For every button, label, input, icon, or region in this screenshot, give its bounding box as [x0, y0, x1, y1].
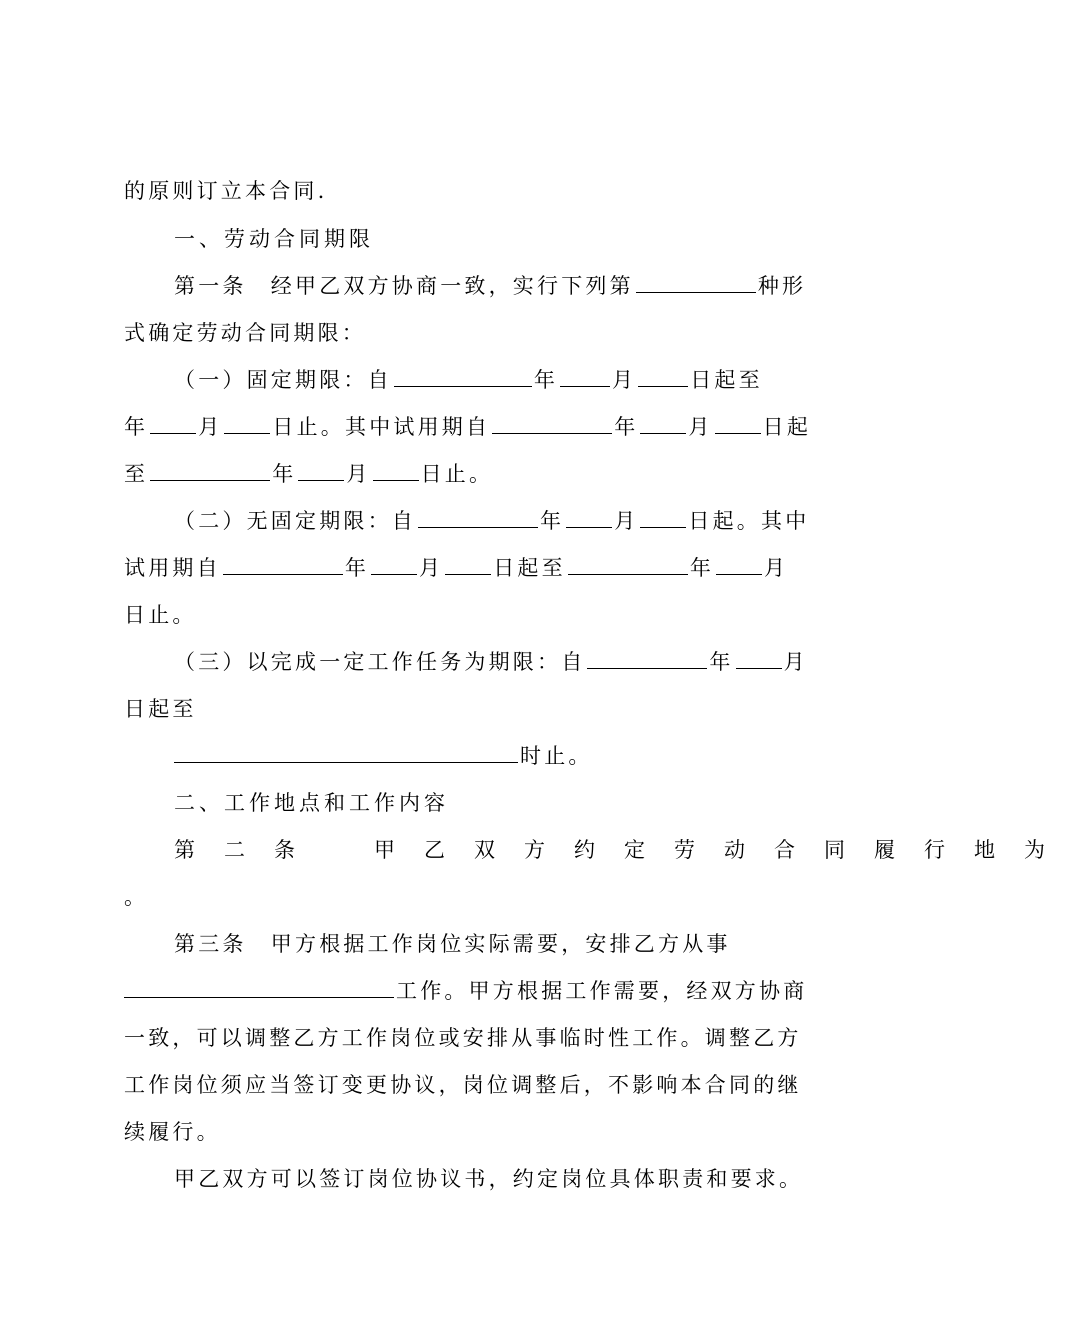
fill-blank[interactable]: [150, 460, 270, 481]
fill-blank[interactable]: [640, 413, 686, 434]
fill-blank[interactable]: [716, 554, 762, 575]
fill-blank[interactable]: [568, 554, 688, 575]
fill-blank[interactable]: [418, 507, 538, 528]
text: 至: [124, 462, 149, 486]
text: （一）固定期限：自: [174, 368, 392, 392]
text: 日止。其中试用期自: [272, 415, 491, 439]
text: 日起。其中: [688, 509, 810, 533]
open-term-line-1: [174, 506, 809, 536]
article-3-line-4: [124, 1070, 802, 1100]
fill-blank[interactable]: [224, 413, 270, 434]
fill-blank[interactable]: [638, 366, 688, 387]
fill-blank[interactable]: [445, 554, 491, 575]
text: 日止。: [420, 462, 494, 486]
fill-blank[interactable]: [736, 648, 782, 669]
text: （二）无固定期限：自: [174, 509, 416, 533]
fixed-term-line-1: [174, 365, 763, 395]
text: 日止。: [124, 603, 197, 627]
paragraph-text: 的原则订立本合同.: [124, 179, 328, 203]
text: 月: [783, 650, 808, 674]
task-term-line-1: [174, 647, 808, 677]
text: 年: [540, 509, 565, 533]
fill-blank[interactable]: [492, 413, 612, 434]
text: 工作。甲方根据工作需要，经双方协商: [396, 979, 808, 1003]
fixed-term-line-2: [124, 412, 811, 442]
text: 第一条 经甲乙双方协商一致，实行下列第: [174, 274, 634, 298]
text: 日起至: [124, 697, 197, 721]
text: 年: [689, 556, 715, 580]
article-1-line-2: [124, 318, 366, 348]
text: 年: [614, 415, 639, 439]
task-term-line-2: [124, 694, 197, 724]
fill-blank[interactable]: [566, 507, 612, 528]
fill-blank[interactable]: [636, 272, 756, 293]
fill-blank[interactable]: [174, 742, 518, 763]
fill-blank[interactable]: [371, 554, 417, 575]
fill-blank[interactable]: [124, 977, 394, 998]
article-1-line-1: [174, 271, 806, 301]
text: 月: [198, 415, 223, 439]
fill-blank[interactable]: [150, 413, 196, 434]
fixed-term-line-3: [124, 459, 493, 489]
text: 时止。: [520, 744, 593, 768]
text: 日起: [762, 415, 812, 439]
fill-blank[interactable]: [394, 366, 532, 387]
text-line: [124, 176, 327, 206]
heading-text: 一、劳动合同期限: [174, 227, 374, 251]
article-2-line-1: [174, 835, 1074, 865]
text: 甲乙双方可以签订岗位协议书，约定岗位具体职责和要求。: [174, 1167, 804, 1191]
text: （三）以完成一定工作任务为期限：自: [174, 650, 586, 674]
text: 年: [124, 415, 149, 439]
article-3-line-6: [174, 1164, 803, 1194]
text: 月: [612, 368, 637, 392]
text: 月: [764, 556, 789, 580]
article-3-line-2: [124, 976, 807, 1006]
text: 种形: [757, 274, 807, 298]
text: 续履行。: [124, 1120, 221, 1144]
text: 日起至: [493, 556, 566, 580]
text: 日起至: [690, 368, 763, 392]
text: 年: [533, 368, 559, 392]
heading-text: 二、工作地点和工作内容: [174, 791, 449, 815]
open-term-line-2: [124, 553, 788, 583]
text: 月: [419, 556, 444, 580]
article-2-line-2: [124, 882, 148, 912]
fill-blank[interactable]: [640, 507, 686, 528]
text: 第二条 甲乙双方约定劳动合同履行地为: [174, 838, 1074, 862]
text: 一致，可以调整乙方工作岗位或安排从事临时性工作。调整乙方: [124, 1026, 802, 1050]
task-term-line-3: [174, 741, 593, 771]
section-heading: [174, 788, 449, 818]
fill-blank[interactable]: [715, 413, 761, 434]
text: 月: [346, 462, 371, 486]
text: 月: [614, 509, 639, 533]
article-3-line-1: [174, 929, 731, 959]
text: 月: [688, 415, 713, 439]
text: 。: [124, 885, 149, 909]
text: 工作岗位须应当签订变更协议，岗位调整后，不影响本合同的继: [124, 1073, 802, 1097]
text: 第三条 甲方根据工作岗位实际需要，安排乙方从事: [174, 932, 731, 956]
fill-blank[interactable]: [373, 460, 419, 481]
fill-blank[interactable]: [587, 648, 707, 669]
text: 年: [344, 556, 370, 580]
text: 年: [709, 650, 734, 674]
open-term-line-3: [124, 600, 197, 630]
text: 年: [272, 462, 297, 486]
fill-blank[interactable]: [560, 366, 610, 387]
fill-blank[interactable]: [223, 554, 343, 575]
text: 式确定劳动合同期限：: [124, 321, 366, 345]
article-3-line-5: [124, 1117, 221, 1147]
article-3-line-3: [124, 1023, 802, 1053]
text: 试用期自: [124, 556, 221, 580]
contract-page: [124, 0, 1074, 1344]
section-heading: [174, 224, 374, 254]
fill-blank[interactable]: [298, 460, 344, 481]
